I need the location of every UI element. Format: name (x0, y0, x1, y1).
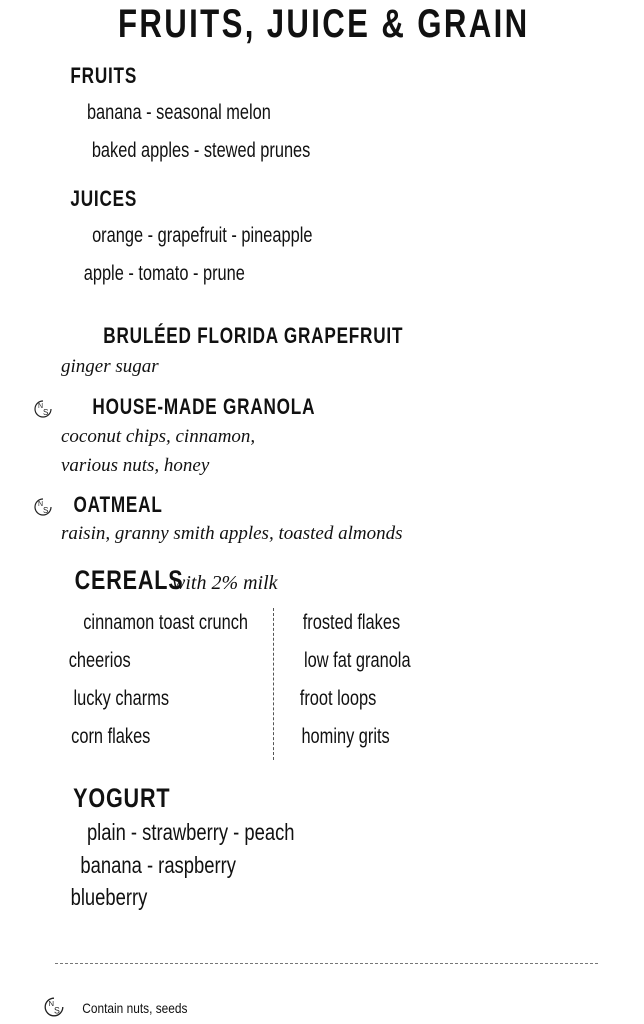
granola-heading: HOUSE-MADE GRANOLA (92, 394, 316, 419)
cereal-right-item: froot loops (299, 687, 377, 710)
cereal-left-item: corn flakes (71, 725, 151, 748)
fruits-line: banana - seasonal melon (86, 101, 271, 124)
cereals-subheading: with 2% milk (172, 572, 278, 594)
nuts-seeds-icon (33, 399, 53, 419)
svg-text:N: N (38, 501, 44, 508)
footer-divider (55, 963, 598, 964)
fruits-line: baked apples - stewed prunes (91, 139, 311, 162)
cereal-right-item: frosted flakes (302, 611, 401, 634)
yogurt-line: blueberry (70, 884, 148, 910)
grapefruit-heading: BRULÉED FLORIDA GRAPEFRUIT (103, 323, 404, 348)
fruits-heading: FRUITS (70, 63, 138, 88)
nuts-seeds-icon (33, 497, 53, 517)
cereals-heading: CEREALS (74, 565, 184, 595)
grapefruit-desc: ginger sugar (61, 356, 159, 377)
cereal-left-item: cinnamon toast crunch (83, 611, 249, 634)
granola-desc-line: coconut chips, cinnamon, (61, 426, 256, 447)
footnote-text: Contain nuts, seeds (82, 1000, 188, 1016)
svg-text:N: N (38, 403, 44, 410)
page-title: FRUITS, JUICE & GRAIN (118, 2, 530, 46)
yogurt-heading: YOGURT (73, 783, 171, 813)
svg-text:S: S (43, 408, 49, 417)
juices-line: apple - tomato - prune (83, 262, 245, 285)
juices-line: orange - grapefruit - pineapple (92, 224, 313, 247)
yogurt-line: banana - raspberry (80, 852, 236, 878)
cereal-right-item: low fat granola (304, 649, 411, 672)
oatmeal-heading: OATMEAL (73, 492, 163, 517)
svg-text:S: S (43, 506, 49, 515)
cereal-right-item: hominy grits (301, 725, 390, 748)
juices-heading: JUICES (70, 186, 138, 211)
cereal-left-item: lucky charms (73, 687, 170, 710)
nuts-seeds-icon (43, 996, 65, 1018)
cereal-left-item: cheerios (68, 649, 131, 672)
cereals-column-divider (273, 608, 274, 760)
oatmeal-desc: raisin, granny smith apples, toasted almonds (61, 523, 403, 544)
svg-text:N: N (48, 998, 55, 1008)
svg-text:S: S (54, 1005, 60, 1016)
yogurt-line: plain - strawberry - peach (86, 819, 295, 845)
granola-desc-line: various nuts, honey (61, 455, 210, 476)
